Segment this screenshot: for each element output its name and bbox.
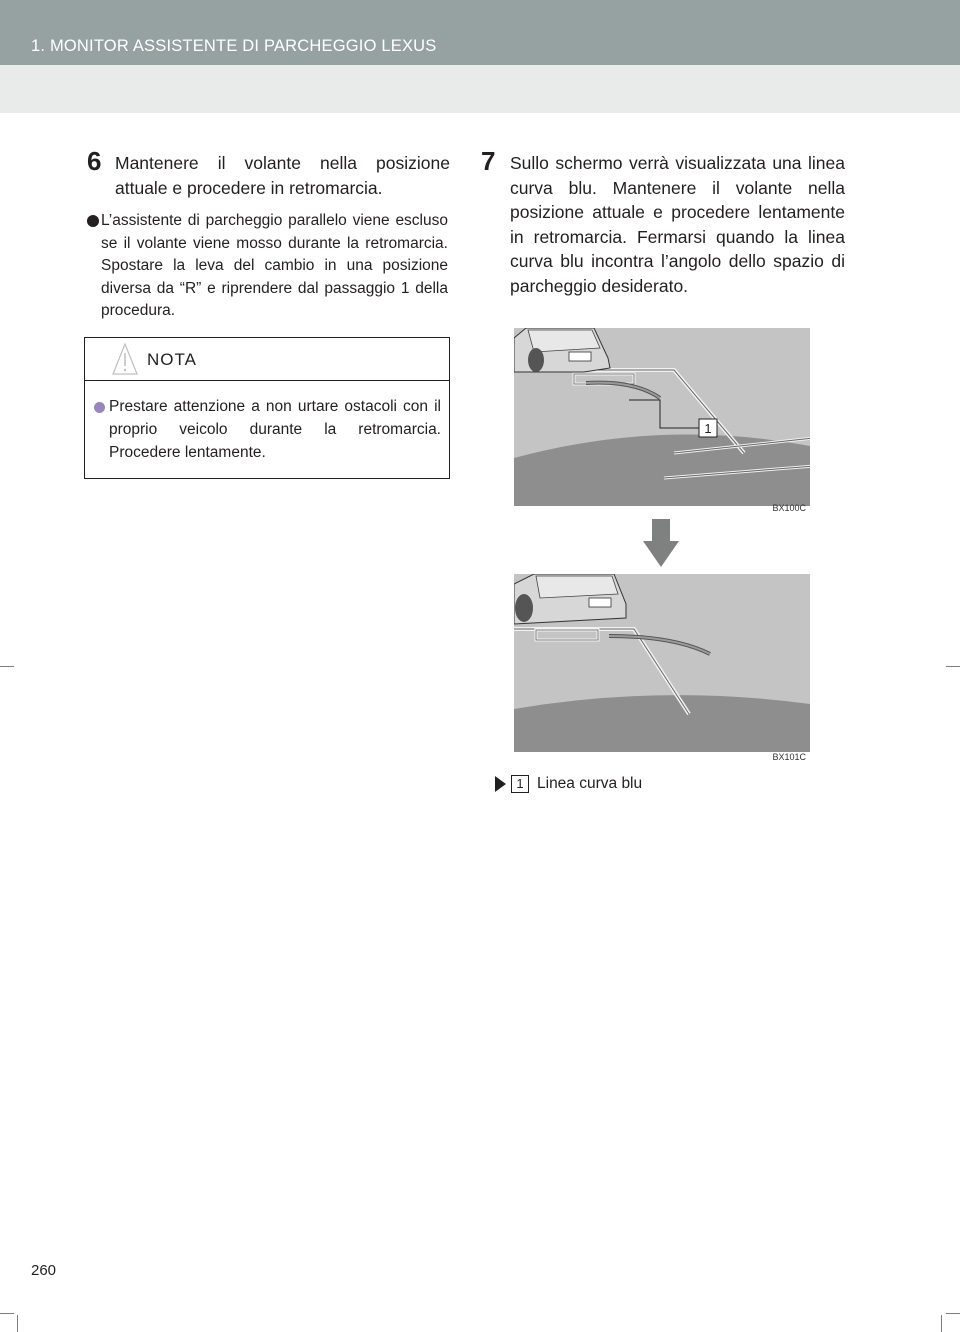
callout-marker: 1 — [511, 775, 529, 793]
nota-text: Prestare attenzione a non urtare ostacoli con il proprio veicolo durante la retromarcia. Procedere lentamente. — [109, 398, 441, 461]
bullet-text: L’assistente di parcheggio parallelo viene escluso se il volante viene mosso durante la retromarcia. Spostare la leva del cambio in una posizione diversa da “R” e riprendere dal passaggio 1 della procedura. — [101, 212, 448, 319]
step-text: Mantenere il volante nella posizione attuale e procedere in retromarcia. — [115, 153, 450, 198]
page-number: 260 — [31, 1262, 57, 1279]
image-code: BX100C — [772, 503, 806, 513]
nota-box — [84, 337, 450, 479]
camera-view-illustration-1 — [514, 328, 810, 514]
crop-mark — [17, 1315, 18, 1332]
callout-number: 1 — [704, 421, 712, 436]
step-6 — [87, 146, 450, 200]
header-sub-band — [0, 65, 960, 113]
camera-view-illustration-2 — [514, 574, 810, 764]
crop-mark — [941, 1315, 942, 1332]
bullet-note — [87, 210, 448, 323]
crop-mark — [946, 666, 960, 667]
bullet-icon — [94, 402, 105, 413]
crop-mark — [0, 666, 14, 667]
nota-title: NOTA — [147, 350, 197, 369]
caption-text: Linea curva blu — [537, 775, 643, 792]
crop-mark — [0, 1313, 14, 1314]
step-text: Sullo schermo verrà visualizzata una linea curva blu. Mantenere il volante nella posizione attuale e procedere lentamente in retromarcia. Fermarsi quando la linea curva blu incontra l’angolo dello spazio di parcheggio desiderato. — [510, 153, 845, 296]
image-code: BX101C — [772, 752, 806, 762]
camera-view-image — [514, 574, 810, 752]
figure-caption — [495, 775, 642, 793]
camera-view-image — [514, 328, 810, 506]
crop-mark — [946, 1313, 960, 1314]
nota-header — [85, 338, 449, 381]
arrow-down-icon — [643, 519, 679, 569]
bullet-icon — [87, 215, 99, 227]
step-number: 6 — [87, 146, 102, 176]
warning-icon — [112, 343, 138, 375]
step-7 — [481, 146, 845, 298]
section-title: 1. MONITOR ASSISTENTE DI PARCHEGGIO LEXUS — [31, 37, 437, 55]
step-number: 7 — [481, 146, 496, 176]
triangle-right-icon — [495, 776, 506, 792]
